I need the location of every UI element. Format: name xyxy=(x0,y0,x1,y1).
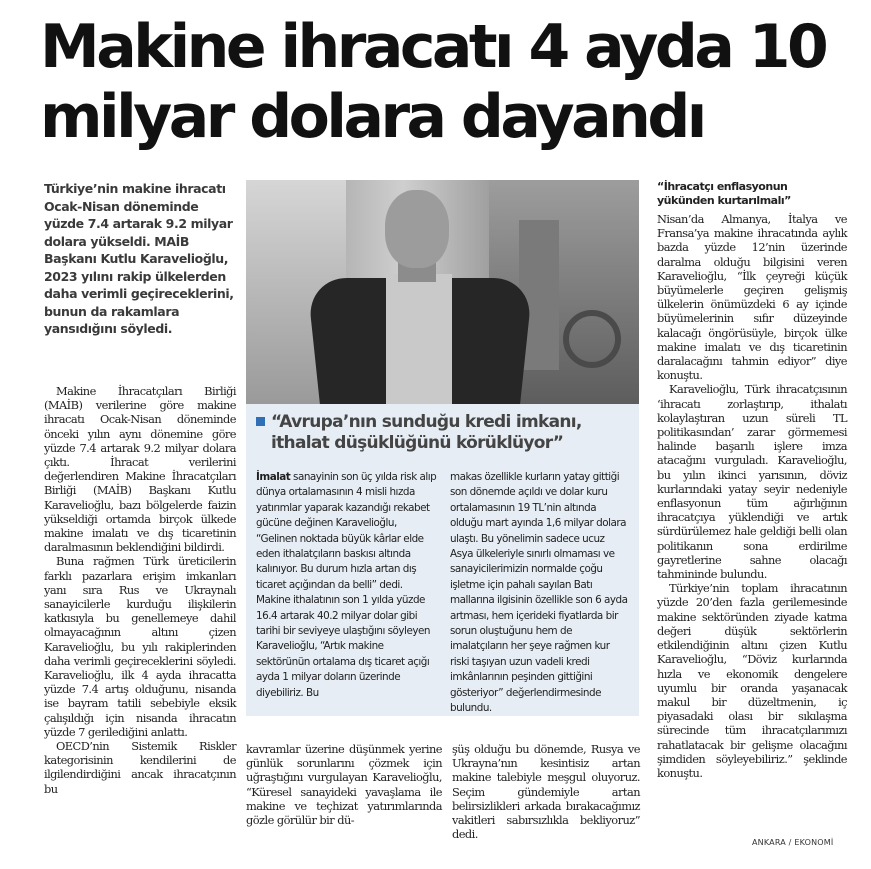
box-right-paragraph: makas özellikle kurların yatay gittiği son dönemde açıldı ve dolar kuru ortalamasının 19 TL’nin altında olduğu mart ayında 1,6 milyar dolara ulaştı. Bu yönelimin sadece ucuz Asya ülkeleriyle sınırlı olmaması ve sanayicilerimizin normalde çoğu işletme için pahalı sayılan Batı mallarına ilgisinin özellikle son 6 ayda artması, hem içerideki fiyatlarda bir sorun oluştuğunu hem de imalatçıların her şeye rağmen kur riski taşıyan uzun vadeli kredi imkânlarının peşinden gittiğini gösteriyor” değerlendirmesinde bulundu. xyxy=(450,471,628,715)
byline-credit: ANKARA / EKONOMİ xyxy=(752,838,834,847)
box-left-paragraph-1: İmalat sanayinin son üç yılda risk alıp dünya ortalamasının 4 misli hızda yatırımlar yaparak kazandığı rekabet gücüne değinen Karavelioğlu, “Gelinen noktada büyük kârlar elde eden ithalatçıların baskısı altında kalınıyor. Bu durum hızla artan dış ticaret açığından da belli” dedi. xyxy=(256,471,437,591)
col1-paragraph-2: Buna rağmen Türk üreticilerin farklı pazarlara erişim imkanları yanı sıra Rus ve Ukraynalı sanayicilerle kurduğu ilişkilerin katkısıyla bu genellemeye dahil olmayacağının altını çizen Karavelioğlu, bu yılı rakiplerinden daha verimli geçireceklerini söyledi. Karavelioğlu, ilk 4 ayda ihracatta yüzde 7.4 artış olduğunu, nisanda ise bayram tatili sebebiyle eksik çalışıldığı için nisanda ihracatın yüzde 7 gerilediğini anlattı. xyxy=(44,554,236,739)
section-subhead: “İhracatçı enflasyonun yükünden kurtarılmalı” xyxy=(657,180,791,207)
col4-paragraph-2: Karavelioğlu, Türk ihracatçısının ‘ihracatı zorlaştırıp, ithalatı kolaylaştıran uzun süreli TL politikasından’ zarar görmemesi halinde başarılı işlere imza atacağını vurguladı. Karavelioğlu, bu yılın ikinci yarısının, döviz kurlarındaki yatay seyir nedeniyle enflasyonun tüm ağırlığının ihracatçıya yüklendiği ve artık sürdürülemez hale geldiği belli olan politikanın sona erdirilme gayretlerine sahne olacağı tahmininde bulundu. xyxy=(657,382,847,582)
pull-quote-text: “Avrupa’nın sunduğu kredi imkanı, ithalat düşüklüğünü körüklüyor” xyxy=(271,412,582,453)
box-left-lead-word: İmalat xyxy=(256,471,291,483)
bottom-right-column xyxy=(452,742,640,841)
headline: Makine ihracatı 4 ayda 10 milyar dolara dayandı xyxy=(40,12,826,152)
bottom-right-paragraph: şüş olduğu bu dönemde, Rusya ve Ukrayna’nın kesintisiz artan makine talebiyle meşgul oluyoruz. Seçim gündemiyle artan belirsizlikleri arkada bırakacağımız vakitleri sabırsızlıkla bekliyoruz” dedi. xyxy=(452,742,640,842)
box-left-paragraph-2: Makine ithalatının son 1 yılda yüzde 16.4 artarak 40.2 milyar dolar gibi tarihi bir seviyeye ulaştığını söyleyen Karavelioğlu, “Artık makine sektörünün ortalama dış ticaret açığı ayda 1 milyar doların üzerinde diyebiliriz. Bu xyxy=(256,594,430,699)
box-right-column xyxy=(450,470,630,717)
column-4 xyxy=(657,212,847,780)
col4-paragraph-1: Nisan’da Almanya, İtalya ve Fransa’ya makine ihracatında aylık bazda yüzde 12’nin üzerinde daralma olduğu bilgisini veren Karavelioğlu, “İlk çeyreği küçük büyümelerle geçiren gelişmiş ülkelerin önümüzdeki 6 ay içinde büyümelerinin sıfır düzeyinde kalacağı öngörüsüyle, birçok ülke makine imalatı ve dış ticaretinin daralacağını tahmin ediyor” diye konuştu. xyxy=(657,212,847,383)
bottom-middle-paragraph: kavramlar üzerine düşünmek yerine günlük sorunlarını çözmek için uğraştığını vurgulayan Karavelioğlu, “Küresel sanayideki yavaşlama ile makine ve teçhizat yatırımlarında gözle görülür bir dü- xyxy=(246,742,442,828)
col1-paragraph-3: OECD’nin Sistemik Riskler kategorisinin kendilerini de ilgilendirdiğini ancak ihracatçının bu xyxy=(44,739,236,796)
column-1 xyxy=(44,384,236,796)
portrait-photo xyxy=(246,180,639,404)
col4-paragraph-3: Türkiye’nin toplam ihracatının yüzde 20’den fazla gerilemesinde makine sektöründen ziyade katma değeri düşük sektörlerin etkilendiğinin altını çizen Kutlu Karavelioğlu, “Döviz kurlarında hızla ve ekonomik dengelere uyumlu bir oranda yaşanacak makul bir düzeltmenin, iç piyasadaki olası bir sıkılaşma sürecinde tüm ihracatçılarımızı rahatlatacak bir gelişme olacağını şimdiden söyleyebiliriz.” şeklinde konuştu. xyxy=(657,581,847,780)
lead-paragraph: Türkiye’nin makine ihracatı Ocak-Nisan döneminde yüzde 7.4 artarak 9.2 milyar dolara yükseldi. MAİB Başkanı Kutlu Karavelioğlu, 2023 yılını rakip ülkelerden daha verimli geçireceklerini, bunun da rakamlara yansıdığını söyledi. xyxy=(44,181,234,336)
pull-quote-marker xyxy=(256,417,265,426)
box-left-column xyxy=(256,470,438,701)
bottom-middle-column xyxy=(246,742,442,827)
pull-quote xyxy=(256,412,626,454)
col1-paragraph-1: Makine İhracatçıları Birliği (MAİB) verilerine göre makine ihracatı Ocak-Nisan döneminde önceki yılın aynı dönemine göre yüzde 7.4 artarak 9.2 milyar dolara çıktı. İhracat verilerini değerlendiren Makine İhracatçıları Birliği (MAİB) Başkanı Kutlu Karavelioğlu, bazı bölgelerde faizin yükseldiği ortamda birçok ülkede makine imalatı ve dış ticaretinin daralmasının beklendiğini bildirdi. xyxy=(44,384,236,555)
